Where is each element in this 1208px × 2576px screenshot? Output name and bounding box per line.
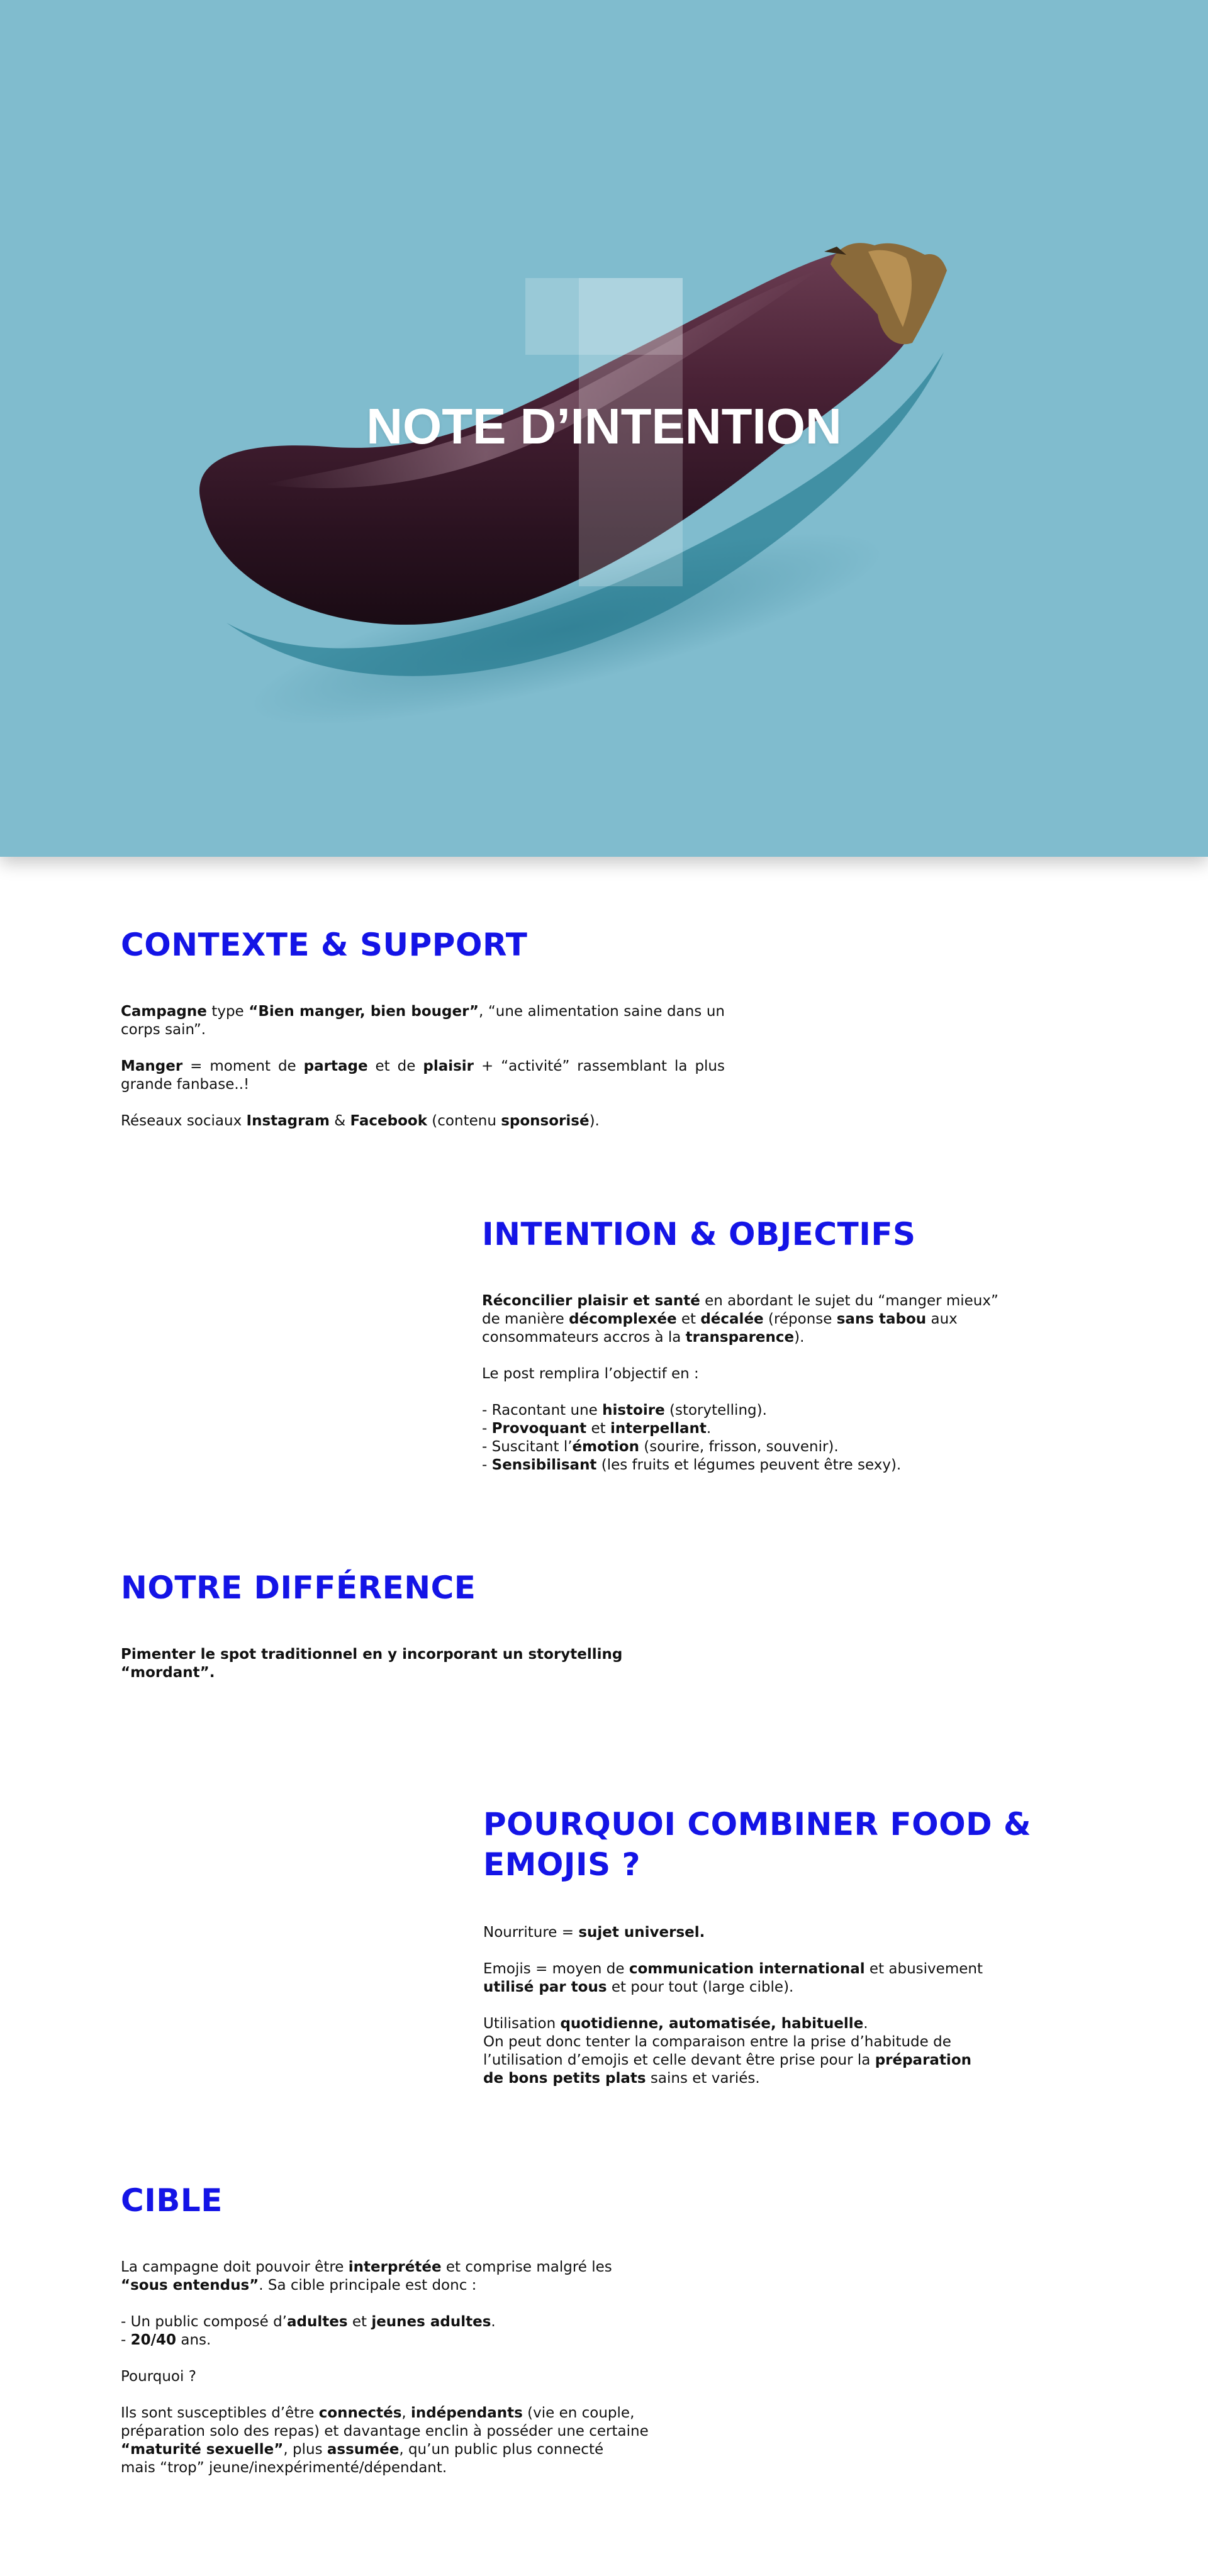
- emphasis-text: Manger: [121, 1058, 183, 1074]
- emphasis-text: communication international: [629, 1961, 865, 1977]
- paragraph: Le post remplira l’objectif en :: [482, 1366, 699, 1382]
- paragraph: Manger = moment de partage et de plaisir + “activité” rassemblant la plus grande fanbase..!: [121, 1058, 725, 1093]
- emphasis-text: partage: [303, 1058, 368, 1074]
- section-body: [121, 2258, 687, 2477]
- emphasis-text: sujet universel.: [578, 1924, 705, 1941]
- section-contexte-support: [121, 925, 725, 1130]
- emphasis-text: Pimenter le spot traditionnel en y incorporant un storytelling: [121, 1646, 623, 1663]
- emphasis-text: connectés: [318, 2405, 402, 2421]
- emphasis-text: quotidienne, automatisée, habituelle: [560, 2016, 864, 2032]
- section-body: [121, 1646, 687, 1682]
- section-heading: CIBLE: [121, 2182, 223, 2219]
- emphasis-text: “Bien manger, bien bouger”: [249, 1003, 479, 1020]
- paragraph: Pourquoi ?: [121, 2368, 196, 2385]
- emphasis-text: émotion: [572, 1439, 639, 1455]
- emphasis-text: 20/40: [130, 2332, 177, 2348]
- emphasis-text: plaisir: [423, 1058, 474, 1074]
- emphasis-text: “mordant”.: [121, 1664, 215, 1681]
- emphasis-text: interpellant: [610, 1420, 707, 1437]
- emphasis-text: Réconcilier plaisir et santé: [482, 1293, 700, 1309]
- emphasis-text: transparence: [685, 1329, 795, 1346]
- emphasis-text: utilisé par tous: [483, 1979, 607, 1995]
- emphasis-text: adultes: [287, 2314, 348, 2330]
- emphasis-text: assumée: [327, 2441, 400, 2458]
- paragraph: Campagne type “Bien manger, bien bouger”, “une alimentation saine dans un corps sain”.: [121, 1003, 725, 1038]
- emphasis-text: Sensibilisant: [491, 1457, 597, 1473]
- paragraph: Utilisation quotidienne, automatisée, habituelle. On peut donc tenter la comparaison entre la prise d’habitude de l’utilisation d’emojis et celle devant être prise pour la préparation de bons petits plats sains et variés.: [483, 2016, 971, 2087]
- hero-banner: [0, 0, 1208, 857]
- section-intention-objectifs: [482, 1214, 1036, 1475]
- emphasis-text: de bons petits plats: [483, 2070, 646, 2087]
- section-body: [121, 1003, 725, 1130]
- section-notre-difference: [121, 1568, 687, 1682]
- emphasis-text: Provoquant: [491, 1420, 587, 1437]
- paragraph: Réconcilier plaisir et santé en abordant le sujet du “manger mieux” de manière décomplexée et décalée (réponse sans tabou aux consommateurs accros à la transparence).: [482, 1293, 998, 1346]
- emphasis-text: “sous entendus”: [121, 2277, 259, 2294]
- section-pourquoi-food-emojis: [483, 1804, 1049, 2088]
- emphasis-text: Facebook: [350, 1113, 427, 1129]
- emphasis-text: jeunes adultes: [371, 2314, 491, 2330]
- emphasis-text: indépendants: [411, 2405, 523, 2421]
- section-heading: NOTRE DIFFÉRENCE: [121, 1570, 476, 1606]
- emphasis-text: décomplexée: [569, 1311, 677, 1327]
- paragraph: Ils sont susceptibles d’être connectés, indépendants (vie en couple, préparation solo des repas) et davantage enclin à posséder une certaine “maturité sexuelle”, plus assumée, qu’un public plus connecté mais “trop” jeune/inexpérimenté/dépendant.: [121, 2405, 649, 2476]
- section-heading: POURQUOI COMBINER FOOD & EMOJIS ?: [483, 1806, 1032, 1883]
- section-cible: [121, 2180, 687, 2477]
- emphasis-text: “maturité sexuelle”: [121, 2441, 284, 2458]
- emphasis-text: Campagne: [121, 1003, 207, 1020]
- objectives-list: - Racontant une histoire (storytelling). - Provoquant et interpellant. - Suscitant l’émotion (sourire, frisson, souvenir). - Sensibilisant (les fruits et légumes peuvent être sexy).: [482, 1402, 902, 1473]
- section-body: [482, 1292, 1036, 1475]
- paragraph: La campagne doit pouvoir être interprétée et comprise malgré les “sous entendus”. Sa cible principale est donc :: [121, 2259, 612, 2294]
- paragraph: Emojis = moyen de communication international et abusivement utilisé par tous et pour tout (large cible).: [483, 1961, 983, 1995]
- emphasis-text: interprétée: [348, 2259, 442, 2275]
- paragraph: Réseaux sociaux Instagram & Facebook (contenu sponsorisé).: [121, 1113, 600, 1129]
- emphasis-text: sans tabou: [836, 1311, 927, 1327]
- emphasis-text: Instagram: [246, 1113, 330, 1129]
- section-body: [483, 1924, 1049, 2088]
- emphasis-text: histoire: [602, 1402, 665, 1419]
- paragraph: [121, 1646, 687, 1682]
- audience-list: - Un public composé d’adultes et jeunes adultes. - 20/40 ans.: [121, 2314, 496, 2348]
- section-heading: CONTEXTE & SUPPORT: [121, 927, 528, 963]
- emphasis-text: décalée: [700, 1311, 764, 1327]
- paragraph: Nourriture = sujet universel.: [483, 1924, 705, 1941]
- emphasis-text: préparation: [875, 2052, 971, 2068]
- section-heading: INTENTION & OBJECTIFS: [482, 1216, 916, 1252]
- page-title: NOTE D’INTENTION: [366, 398, 842, 454]
- emphasis-text: sponsorisé: [501, 1113, 590, 1129]
